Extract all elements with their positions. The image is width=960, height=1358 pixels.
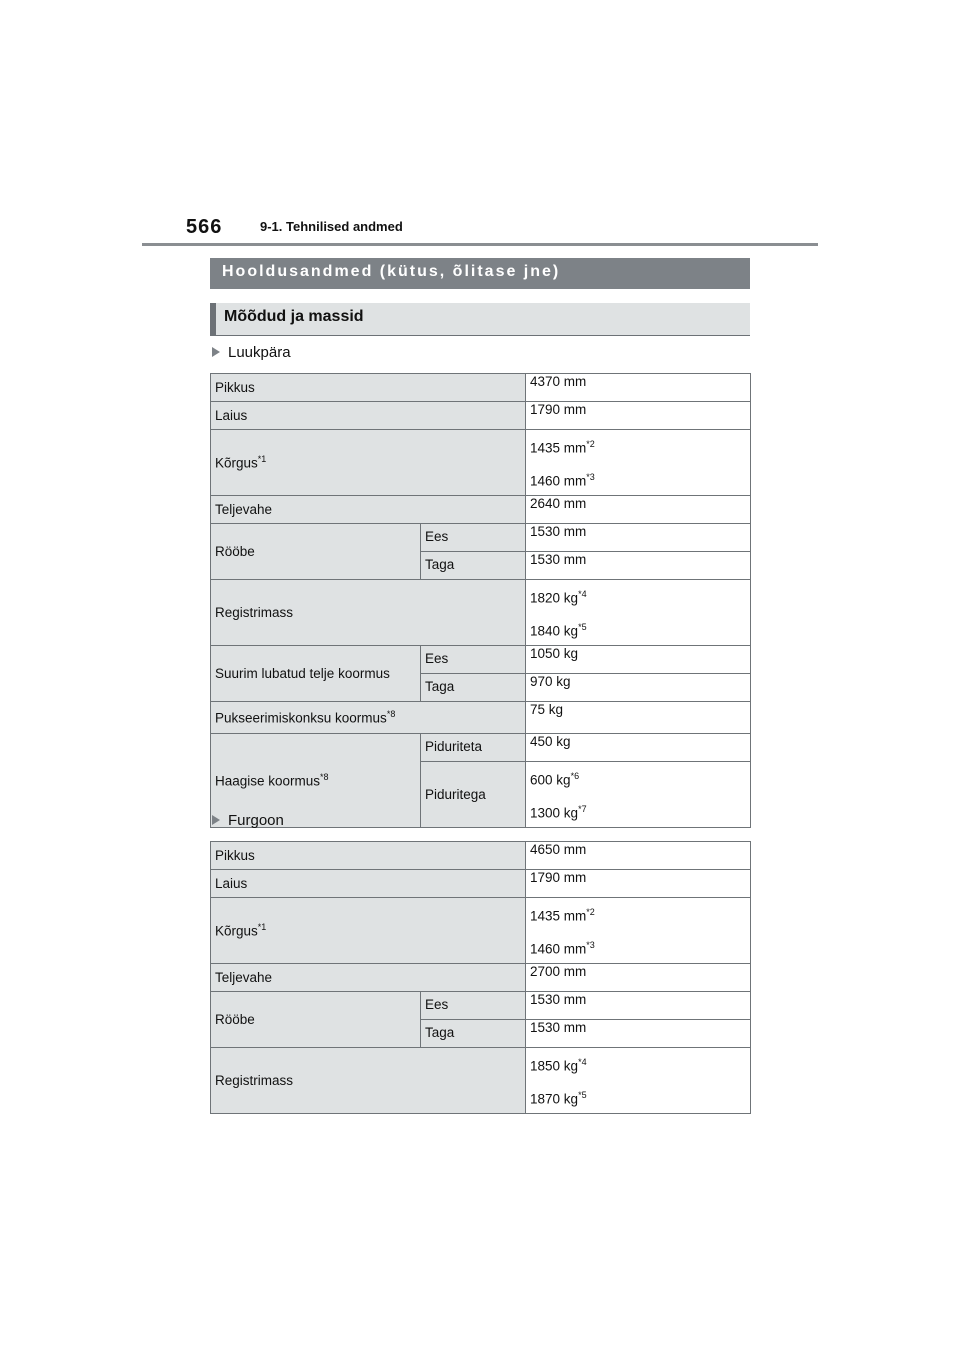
value-cell: 75 kg [526, 702, 751, 734]
variant-label: Luukpära [228, 344, 291, 361]
label-cell: Registrimass [211, 580, 526, 646]
table-row [211, 646, 751, 674]
label-cell: Laius [211, 870, 526, 898]
value-cell: 2700 mm [526, 964, 751, 992]
value-line [530, 463, 746, 496]
value-line [530, 613, 746, 646]
spec-table-luukpara [210, 373, 751, 828]
subsection-title: Mõõdud ja massid [210, 303, 750, 336]
value-cell: 1050 kg [526, 646, 751, 674]
value-line [530, 762, 746, 795]
sublabel-cell: Ees [421, 524, 526, 552]
sublabel-cell: Taga [421, 674, 526, 702]
table-row [211, 1048, 751, 1114]
variant-heading-furgoon [212, 812, 284, 829]
value-text: 1435 mm [530, 440, 587, 456]
section-title: Hooldusandmed (kütus, õlitase jne) [210, 258, 750, 289]
footnote-ref: *3 [586, 939, 595, 950]
label-cell: Laius [211, 402, 526, 430]
value-line [530, 580, 746, 613]
triangle-right-icon [212, 347, 220, 357]
value-cell: 970 kg [526, 674, 751, 702]
footnote-ref: *1 [257, 454, 267, 465]
label-text: Kõrgus [215, 455, 258, 471]
value-cell: 4370 mm [526, 374, 751, 402]
table-row [211, 842, 751, 870]
value-text: 1300 kg [530, 805, 579, 820]
label-cell: Rööbe [211, 524, 421, 580]
value-text: 1820 kg [530, 590, 579, 606]
value-cell: 1530 mm [526, 552, 751, 580]
label-text: Haagise koormus [215, 773, 321, 789]
table-row [211, 870, 751, 898]
table-row [211, 898, 751, 964]
value-cell: 2640 mm [526, 496, 751, 524]
label-text: Kõrgus [215, 923, 258, 939]
label-cell: Pikkus [211, 374, 526, 402]
label-cell: Suurim lubatud telje koormus [211, 646, 421, 702]
value-cell: 450 kg [526, 734, 751, 762]
footnote-ref: *5 [578, 1089, 587, 1100]
label-cell: Registrimass [211, 1048, 526, 1114]
footnote-ref: *2 [586, 907, 595, 917]
label-cell [211, 898, 526, 964]
table-row [211, 702, 751, 734]
table-row [211, 964, 751, 992]
value-text: 600 kg [530, 772, 571, 788]
value-line [530, 931, 746, 964]
footnote-ref: *8 [386, 709, 396, 720]
value-cell: 1530 mm [526, 524, 751, 552]
value-text: 1870 kg [530, 1091, 579, 1106]
sublabel-cell: Piduriteta [421, 734, 526, 762]
label-cell: Rööbe [211, 992, 421, 1048]
sublabel-cell: Taga [421, 552, 526, 580]
sublabel-cell: Taga [421, 1020, 526, 1048]
value-cell [526, 898, 751, 964]
label-cell: Teljevahe [211, 964, 526, 992]
footnote-ref: *7 [578, 803, 587, 814]
footnote-ref: *2 [586, 439, 595, 449]
label-cell: Teljevahe [211, 496, 526, 524]
table-row [211, 430, 751, 496]
footnote-ref: *1 [257, 922, 267, 933]
value-text: 1435 mm [530, 908, 587, 924]
footnote-ref: *4 [578, 1057, 587, 1067]
value-line [530, 1048, 746, 1081]
value-line [530, 898, 746, 931]
label-text: Pukseerimiskonksu koormus [215, 710, 387, 726]
value-line [530, 430, 746, 463]
value-cell [526, 580, 751, 646]
footnote-ref: *3 [586, 471, 595, 482]
sublabel-cell: Ees [421, 646, 526, 674]
table-row [211, 524, 751, 552]
value-text: 1850 kg [530, 1058, 579, 1074]
triangle-right-icon [212, 815, 220, 825]
value-line [530, 795, 746, 828]
variant-label: Furgoon [228, 812, 284, 829]
page-number: 566 [186, 216, 223, 238]
value-cell: 4650 mm [526, 842, 751, 870]
label-cell [211, 430, 526, 496]
footnote-ref: *6 [570, 771, 580, 781]
label-cell [211, 702, 526, 734]
value-cell [526, 430, 751, 496]
value-cell [526, 762, 751, 828]
value-cell: 1530 mm [526, 992, 751, 1020]
table-row [211, 580, 751, 646]
footnote-ref: *8 [320, 772, 329, 783]
value-text: 1460 mm [530, 473, 587, 488]
value-cell: 1530 mm [526, 1020, 751, 1048]
variant-heading-luukpara [212, 344, 291, 361]
value-line [530, 1081, 746, 1114]
value-text: 1460 mm [530, 941, 587, 956]
sublabel-cell: Piduritega [421, 762, 526, 828]
table-row [211, 496, 751, 524]
table-row [211, 992, 751, 1020]
value-cell: 1790 mm [526, 870, 751, 898]
chapter-title: 9-1. Tehnilised andmed [260, 219, 403, 234]
table-row [211, 734, 751, 762]
table-row [211, 402, 751, 430]
sublabel-cell: Ees [421, 992, 526, 1020]
table-row [211, 374, 751, 402]
footnote-ref: *5 [578, 621, 587, 632]
spec-table-furgoon [210, 841, 751, 1114]
value-cell: 1790 mm [526, 402, 751, 430]
value-text: 1840 kg [530, 623, 579, 638]
value-cell [526, 1048, 751, 1114]
footnote-ref: *4 [578, 589, 587, 599]
label-cell: Pikkus [211, 842, 526, 870]
header-rule [142, 243, 818, 246]
